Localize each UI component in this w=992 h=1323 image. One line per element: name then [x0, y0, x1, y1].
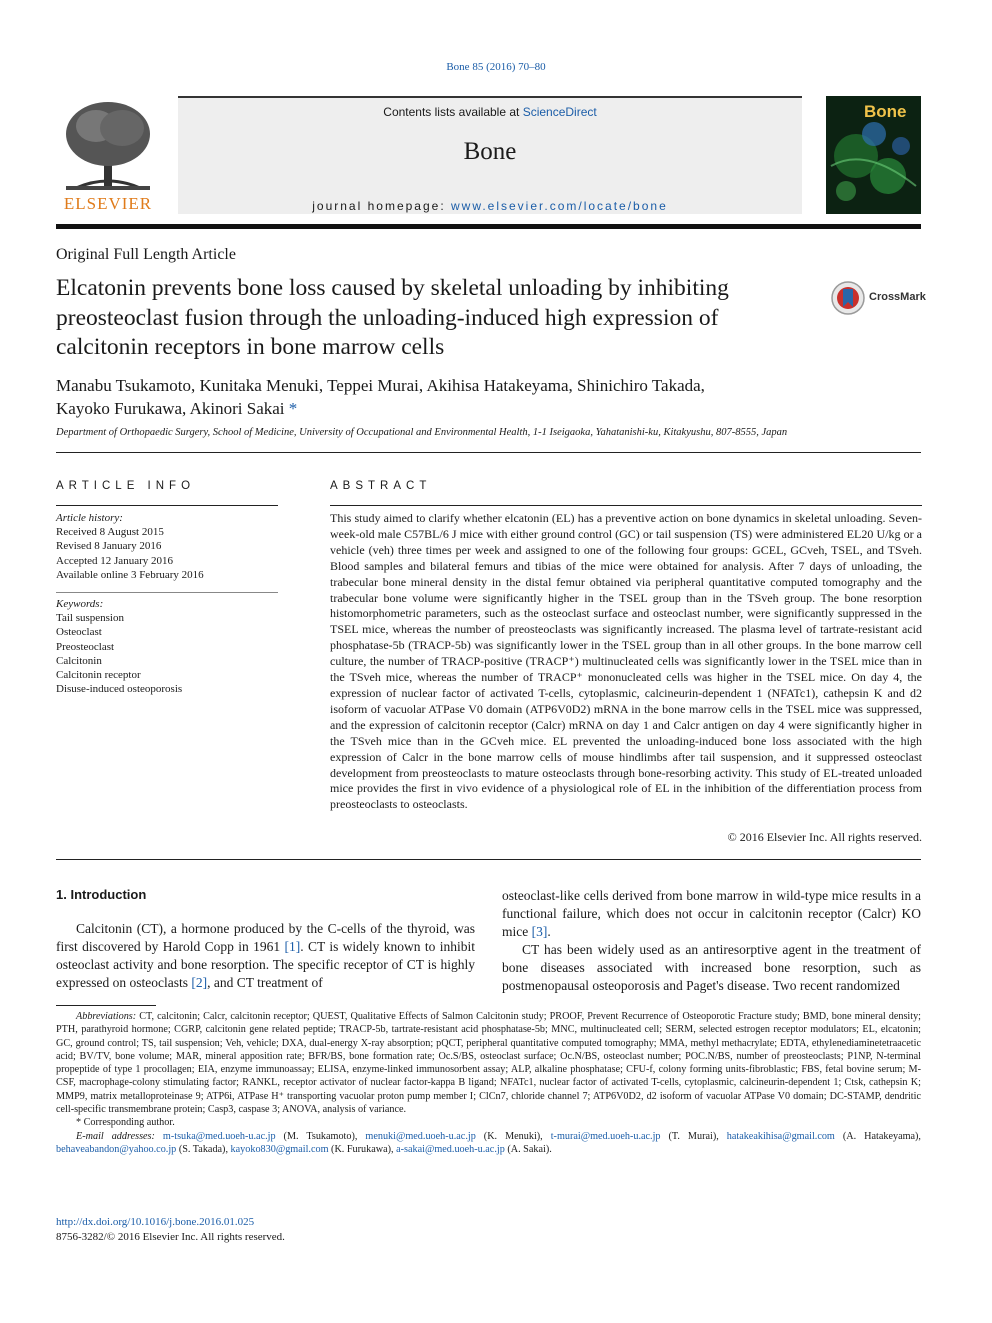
affiliation: Department of Orthopaedic Surgery, School of Medicine, University of Occupational and Environmental Health, 1-1 Iseigaoka, Yahatanishi-ku, Kitakyushu, 807-8555, Japan [56, 427, 788, 438]
email-link[interactable]: kayoko830@gmail.com [230, 1143, 329, 1155]
authors-line-1: Manabu Tsukamoto, Kunitaka Menuki, Teppei Murai, Akihisa Hatakeyama, Shinichiro Takada, [56, 376, 705, 395]
journal-title: Bone [463, 138, 517, 165]
doi-link[interactable]: http://dx.doi.org/10.1016/j.bone.2016.01.025 [56, 1216, 255, 1228]
elsevier-logo [56, 96, 160, 214]
corresponding-author-mark[interactable]: * [288, 399, 298, 418]
abstract-bottom-rule [56, 859, 921, 860]
article-info-heading: ARTICLE INFO [56, 480, 196, 492]
email-link[interactable]: behaveabandon@yahoo.co.jp [56, 1143, 177, 1155]
corresponding-footnote: * Corresponding author. [76, 1117, 175, 1129]
abstract-heading: ABSTRACT [330, 480, 432, 492]
history-item: Received 8 August 2015 [56, 526, 164, 539]
intro-left-column [56, 920, 475, 992]
journal-reference-link[interactable]: Bone 85 (2016) 70–80 [446, 61, 546, 73]
homepage-link[interactable]: www.elsevier.com/locate/bone [451, 199, 668, 213]
intro-paragraph: CT has been widely used as an antiresorptive agent in the treatment of bone diseases associated with increased bone resorption, such as postmenopausal osteoporosis and Paget's disease. Two recent randomized [502, 942, 921, 993]
article-title: Elcatonin prevents bone loss caused by skeletal unloading by inhibiting preosteoclast fusion through the unloading-induced high expression of calcitonin receptors in bone marrow cells [56, 275, 729, 360]
affiliation-rule [56, 452, 921, 453]
email-link[interactable]: t-murai@med.uoeh-u.ac.jp [550, 1130, 661, 1142]
intro-paragraph: osteoclast-like cells derived from bone marrow in wild-type mice results in a functional failure, which does not occur in calcitonin receptor (Calcr) KO mice [3]. [502, 888, 921, 939]
keyword: Tail suspension [56, 612, 124, 625]
crossmark-label: CrossMark [869, 291, 926, 303]
keyword: Osteoclast [56, 626, 102, 639]
citation-link[interactable]: [2] [191, 975, 208, 990]
email-link[interactable]: m-tsuka@med.uoeh-u.ac.jp [162, 1130, 276, 1142]
header-rule [56, 224, 921, 229]
journal-reference[interactable] [0, 61, 992, 73]
email-link[interactable]: menuki@med.uoeh-u.ac.jp [365, 1130, 476, 1142]
section-heading-introduction: 1. Introduction [56, 887, 147, 902]
footnotes [56, 1010, 921, 1156]
keywords [56, 597, 278, 696]
history-item: Accepted 12 January 2016 [56, 554, 173, 567]
citation-link[interactable]: [1] [284, 939, 301, 954]
keyword: Preosteoclast [56, 640, 115, 653]
intro-paragraph: Calcitonin (CT), a hormone produced by the C-cells of the thyroid, was first discovered by Harold Copp in 1961 [1]. CT is widely known to inhibit osteoclast activity and bone resorption. The specific receptor of CT is highly expressed on osteoclasts [2], and CT treatment of [56, 921, 475, 990]
history-item: Revised 8 January 2016 [56, 540, 162, 553]
crossmark-icon [831, 281, 865, 315]
abbreviations-footnote: Abbreviations: CT, calcitonin; Calcr, calcitonin receptor; QUEST, Qualitative Effects of Salmon Calcitonin study; PROOF, Prevent Recurrence of Osteoporotic Fracture study; BMD, bone mineral density; PTH, parathyroid hormone; CGRP, calcitonin gene related peptide; TRACP-5b, tartrate-resistant acid phosphatase-5b; MNC, multinucleated cell; SERM, selected estrogen receptor modulators; EL, elcatonin; GC, ground control; TS, tail suspension; Veh, vehicle; DXA, dual-energy X-ray absorption; pQCT, peripheral quantitative computed tomography; MMA, methyl methacrylate; EDTA, ethylenediaminetetraacetic acid; BV/TV, bone volume; MAR, mineral apposition rate; BFR/BS, bone formation rate; Oc.S/BS, osteoclast surface; Oc.N/BS, osteoclast number; POC.N/BS, number of preosteoclasts; P1NP, N-terminal propeptide of type 1 procollagen; EIA, enzyme immunoassay; ELISA, enzyme-linked immunosorbent assay; ALP, alkaline phosphatase; CFU-f, colony forming units-fibroblastic; FBS, fetal bovine serum; M-CSF, macrophage-colony stimulating factor; RANKL, receptor activator of nuclear factor-kappa B ligand; NFATc1, nuclear factor of activated T-cells, cytoplasmic, calcineurin-dependent 1; Ctsk, cathepsin K; MMP9, matrix metalloproteinase 9; ATP6i, ATPase H⁺ transporting vacuolar proton pump member I; ClCn7, chloride channel 7; ATP6V0D2, d2 isoform of vacuolar ATPase V0 domain; DC-STAMP, dendritic cell-specific transmembrane protein; Casp3, caspase 3; ANOVA, analysis of variance. [56, 1011, 921, 1116]
authors-line-2: Kayoko Furukawa, Akinori Sakai * [56, 399, 298, 418]
journal-homepage: journal homepage: www.elsevier.com/locate/bone [312, 199, 668, 213]
keyword: Calcitonin receptor [56, 669, 141, 682]
crossmark-badge[interactable] [831, 281, 926, 315]
keyword: Disuse-induced osteoporosis [56, 683, 183, 696]
citation-link[interactable]: [3] [531, 924, 548, 939]
elsevier-wordmark: ELSEVIER [63, 194, 153, 213]
keyword: Calcitonin [56, 654, 102, 667]
history-item: Available online 3 February 2016 [56, 568, 204, 581]
article-info-rule [56, 505, 278, 506]
keywords-rule [56, 592, 278, 593]
journal-cover-image[interactable] [826, 96, 921, 214]
abstract-copyright: © 2016 Elsevier Inc. All rights reserved. [727, 830, 922, 844]
footnote-rule [56, 1005, 156, 1006]
cover-title: Bone [864, 102, 907, 121]
abstract-rule [330, 505, 922, 506]
sciencedirect-link[interactable]: ScienceDirect [522, 105, 597, 119]
email-link[interactable]: a-sakai@med.uoeh-u.ac.jp [396, 1143, 505, 1155]
article-identifiers [56, 1215, 285, 1244]
issn-line: 8756-3282/© 2016 Elsevier Inc. All rights reserved. [56, 1230, 285, 1243]
intro-right-column [502, 887, 921, 995]
email-footnote: E-mail addresses: m-tsuka@med.uoeh-u.ac.jp (M. Tsukamoto), menuki@med.uoeh-u.ac.jp (K. Menuki), t-murai@med.uoeh-u.ac.jp (T. Murai), hatakeakihisa@gmail.com (A. Hatakeyama), behaveabandon@yahoo.co.jp (S. Takada), kayoko830@gmail.com (K. Furukawa), a-sakai@med.uoeh-u.ac.jp (A. Sakai). [56, 1130, 921, 1155]
history-label: Article history: [56, 512, 123, 524]
contents-availability: Contents lists available at ScienceDirect [383, 105, 597, 119]
article-history [56, 511, 278, 582]
author-list [56, 374, 856, 420]
article-type: Original Full Length Article [56, 246, 236, 263]
abstract-text: This study aimed to clarify whether elcatonin (EL) has a preventive action on bone dynamics in skeletal unloading. Seven-week-old male C57BL/6 J mice with either ground control (GC) or tail suspension (TS) were administered EL20 U/kg or a vehicle (veh) three times per week and assigned to one of the following four groups: GCEL, GCveh, TSEL, and TSveh. Blood samples and bilateral femurs and tibias of the mice were obtained for analysis. After 7 days of unloading, the trabecular bone mineral density in the distal femur obtained via peripheral quantitative computed tomography and the trabecular bone volume were significantly higher in the TSEL group than in the TSveh group. The bone resorption histomorphometric parameters, such as the osteoclast surface and osteoclast number, were significantly suppressed in the TSEL mice, whereas the number of preosteoclasts was significantly increased. The plasma level of tartrate-resistant acid phosphatase-5b (TRACP-5b) was significantly lower in the TSEL group than in all other groups. In the bone marrow cell culture, the number of TRACP-positive (TRACP⁺) multinucleated cells was significantly lower in the TSEL mice than in the TSveh mice, whereas the number of TRACP⁺ mononucleated cells was higher in the TSEL mice. On day 4, the expression of nuclear factor of activated T-cells, cytoplasmic, calcineurin-dependent 1 (NFATc1), cathepsin K and d2 isoform of vacuolar ATPase V0 domain (ATP6V0D2) mRNA in the bone marrow cells in the TSEL mice was suppressed, and the expression of calcitonin receptor (Calcr) mRNA on day 1 and Calcr antigen on day 4 were significantly higher in the TSveh mice than in the GCveh mice. EL prevented the unloading-induced bone loss associated with the high expression of Calcr in the bone marrow cells of mouse hindlimbs after tail suspension, and it suppressed osteoclast development from preosteoclasts to mature osteoclasts through bone-resorbing activity. This study of EL-treated unloaded mice provides the first in vivo evidence of a physiological role of EL in the inhibition of the differentiation process from preosteoclasts to osteoclasts. [330, 511, 922, 812]
keywords-label: Keywords: [56, 598, 104, 610]
email-link[interactable]: hatakeakihisa@gmail.com [726, 1130, 835, 1142]
